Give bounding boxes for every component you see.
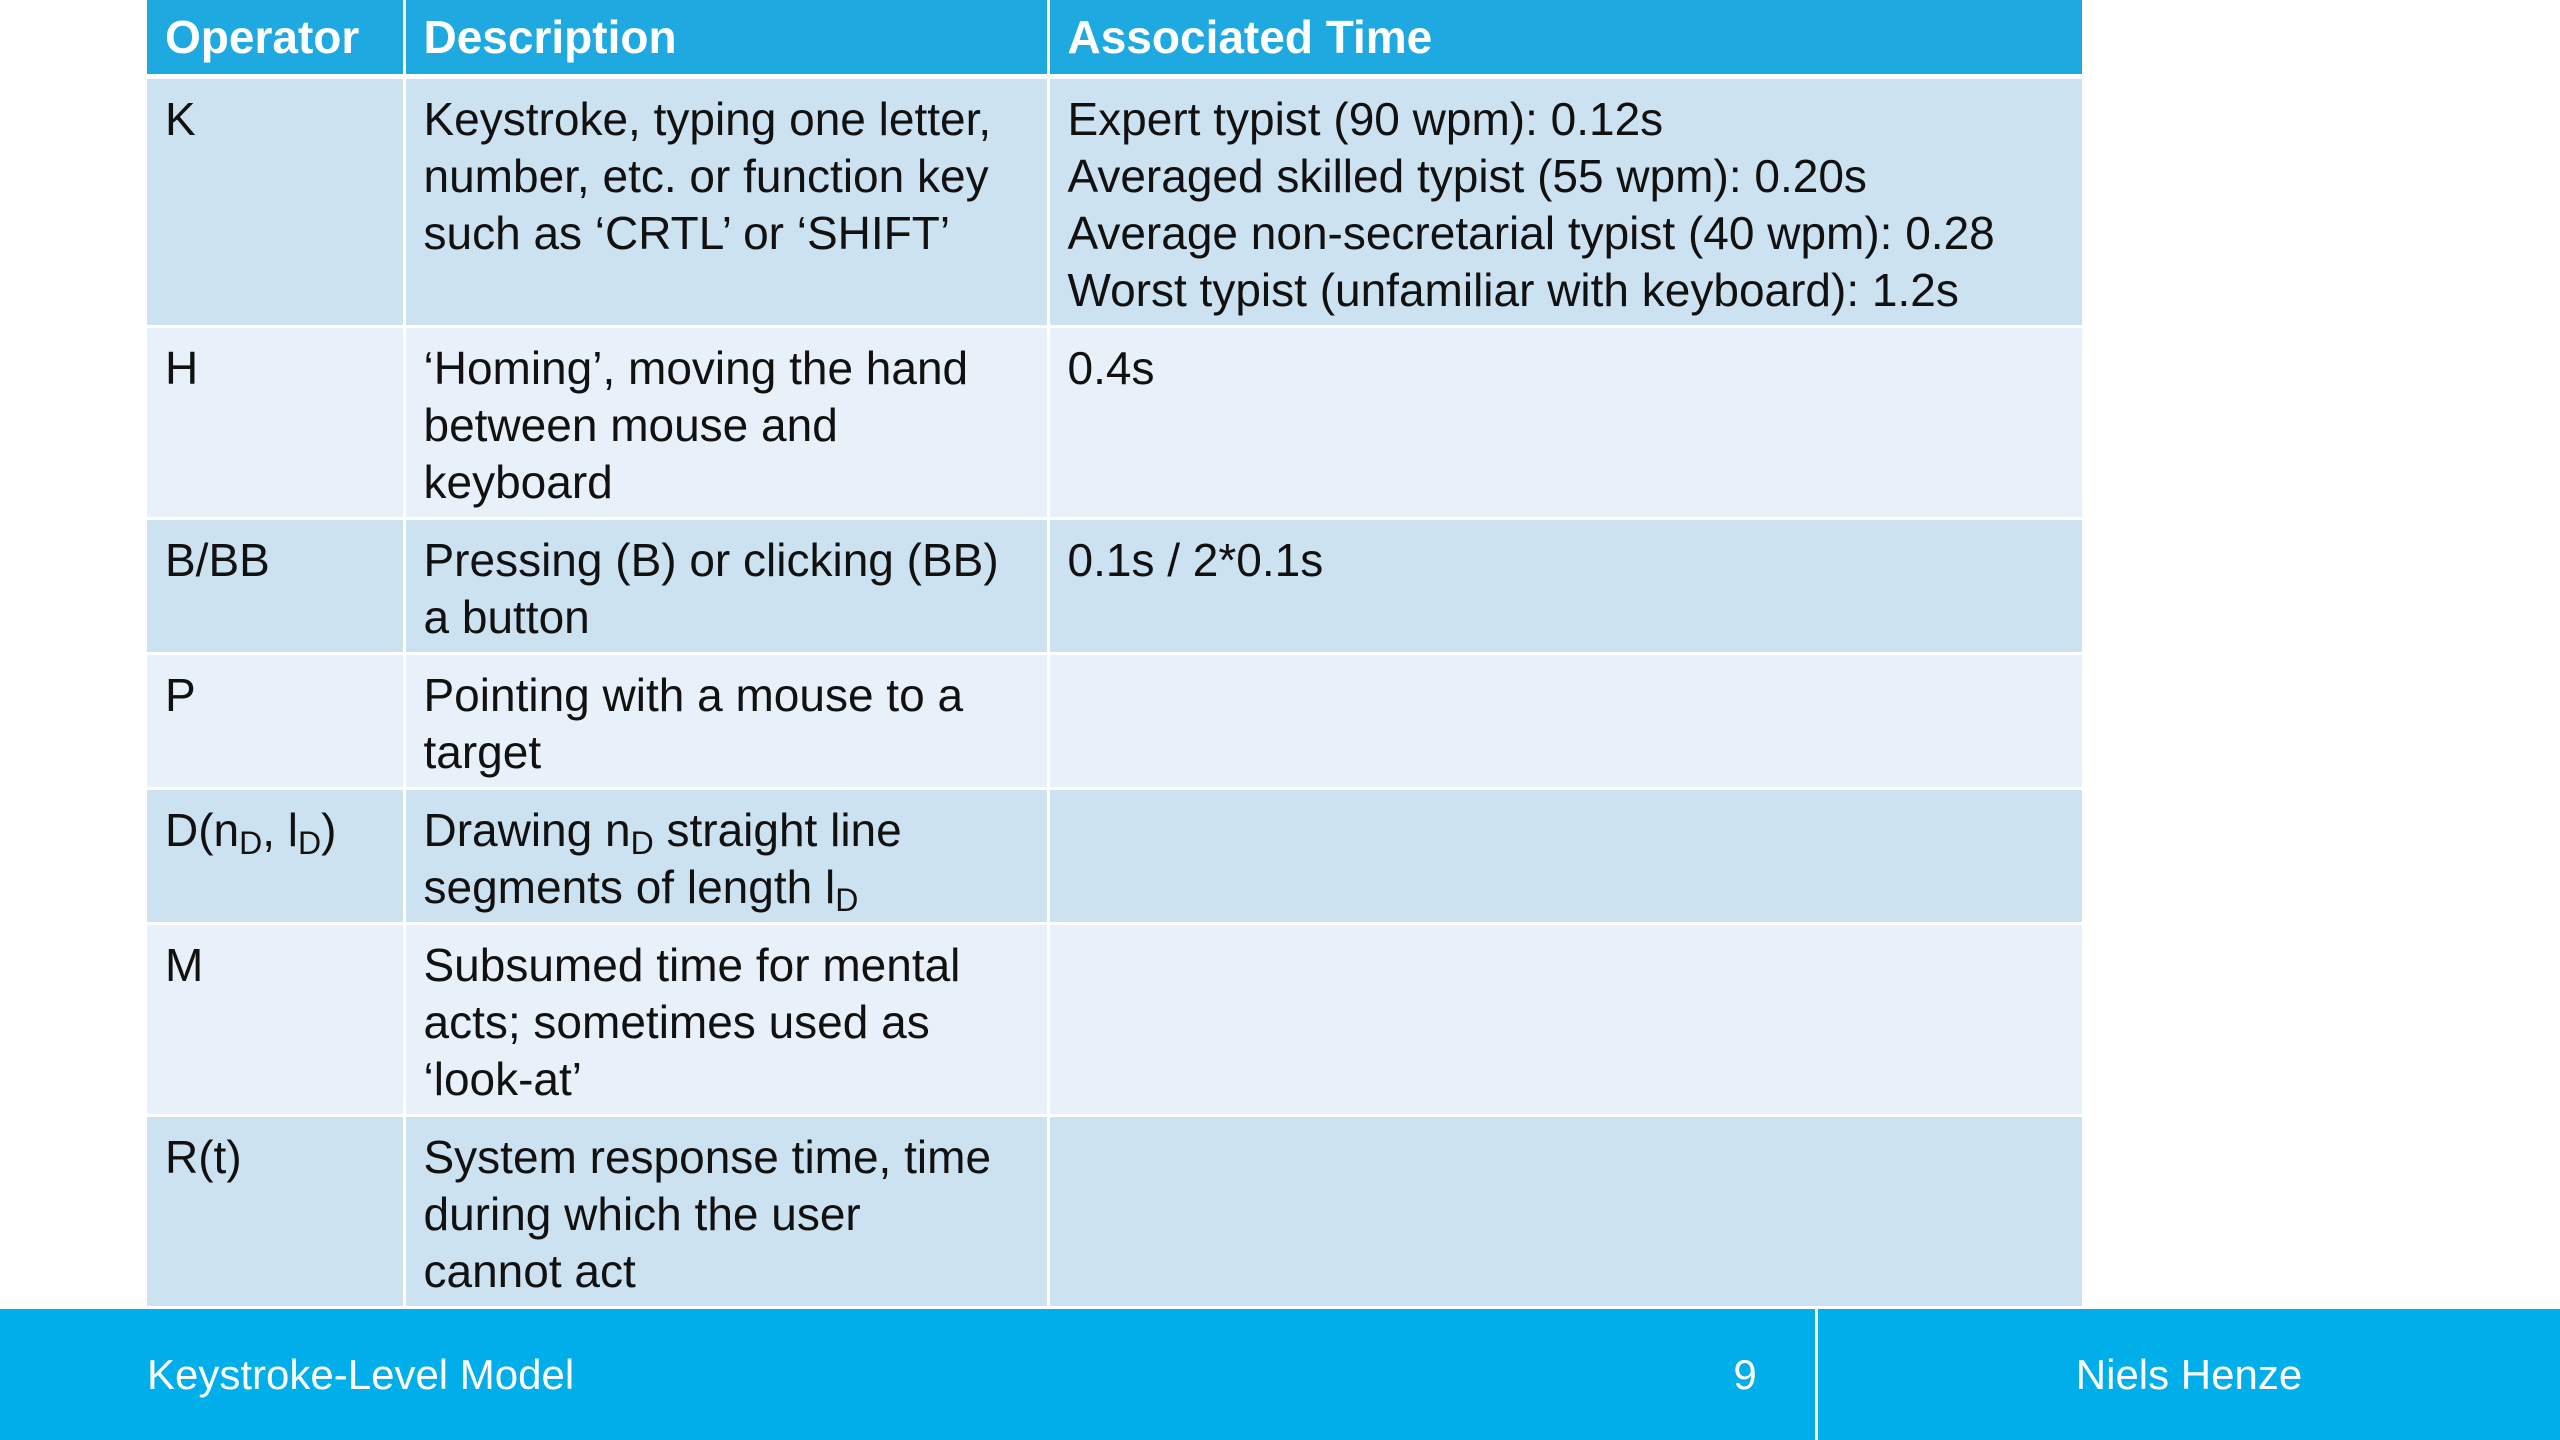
- time-cell: [1048, 1116, 2082, 1308]
- description-line: [424, 802, 1029, 859]
- description-line: acts; sometimes used as: [423, 996, 930, 1048]
- operator-cell: M: [147, 924, 404, 1116]
- description-line: ‘Homing’, moving the hand: [423, 342, 969, 394]
- time-cell: [1048, 654, 2082, 789]
- page-number: 9: [1733, 1351, 1757, 1398]
- description-line: between mouse and: [423, 399, 838, 451]
- description-subscript: D: [835, 882, 859, 918]
- operator-cell: R(t): [147, 1116, 404, 1308]
- operator-cell: K: [147, 77, 404, 327]
- footer-title: Keystroke-Level Model: [147, 1351, 575, 1398]
- slide-footer: [0, 1309, 2560, 1440]
- description-cell: [404, 327, 1048, 519]
- time-line: Average non-secretarial typist (40 wpm): 0.28: [1067, 207, 1995, 259]
- header-description: Description: [404, 0, 1048, 77]
- description-line: Subsumed time for mental: [423, 939, 961, 991]
- time-line: 0.4s: [1067, 342, 1155, 394]
- operator-cell: H: [147, 327, 404, 519]
- time-line: Worst typist (unfamiliar with keyboard): 1.2s: [1067, 264, 1959, 316]
- description-line: Pressing (B) or clicking (BB): [423, 534, 999, 586]
- time-cell: [1048, 789, 2082, 924]
- description-line: such as ‘CRTL’ or ‘SHIFT’: [423, 207, 951, 259]
- operator-text: D(n: [165, 804, 240, 856]
- description-line: target: [423, 726, 542, 778]
- description-text: straight line: [653, 804, 902, 856]
- operator-subscript: D: [298, 825, 322, 861]
- time-cell: [1048, 327, 2082, 519]
- table-row: [147, 327, 2082, 519]
- operator-text: ): [321, 804, 337, 856]
- description-text: segments of length l: [423, 861, 836, 913]
- operator-subscript: D: [239, 825, 263, 861]
- time-line: Averaged skilled typist (55 wpm): 0.20s: [1067, 150, 1867, 202]
- operator-text: , l: [262, 804, 299, 856]
- table-row: [147, 924, 2082, 1116]
- description-cell: [404, 77, 1048, 327]
- description-line: System response time, time: [423, 1131, 992, 1183]
- description-line: number, etc. or function key: [423, 150, 989, 202]
- table-row: [147, 789, 2082, 924]
- description-line: during which the user: [423, 1188, 861, 1240]
- description-cell: [404, 1116, 1048, 1308]
- header-associated-time: Associated Time: [1048, 0, 2082, 77]
- time-cell: [1048, 519, 2082, 654]
- operator-cell: [147, 789, 404, 924]
- description-line: ‘look-at’: [423, 1053, 583, 1105]
- operator-cell: B/BB: [147, 519, 404, 654]
- description-cell: [404, 924, 1048, 1116]
- time-line: 0.1s / 2*0.1s: [1067, 534, 1324, 586]
- table-row: [147, 654, 2082, 789]
- description-cell: [404, 654, 1048, 789]
- operator-cell: P: [147, 654, 404, 789]
- description-cell: [404, 789, 1048, 924]
- footer-author: Niels Henze: [2075, 1351, 2303, 1398]
- header-operator: Operator: [147, 0, 404, 77]
- description-text: Drawing n: [423, 804, 631, 856]
- description-line: Pointing with a mouse to a: [423, 669, 964, 721]
- table-row: [147, 77, 2082, 327]
- description-line: a button: [423, 591, 590, 643]
- table-row: [147, 519, 2082, 654]
- klm-operator-table: [147, 0, 2082, 1309]
- description-line: [424, 859, 1029, 916]
- description-line: Keystroke, typing one letter,: [423, 93, 992, 145]
- description-cell: [404, 519, 1048, 654]
- time-cell: [1048, 924, 2082, 1116]
- description-line: cannot act: [423, 1245, 636, 1297]
- time-line: Expert typist (90 wpm): 0.12s: [1067, 93, 1664, 145]
- table-row: [147, 1116, 2082, 1308]
- description-line: keyboard: [423, 456, 613, 508]
- description-subscript: D: [630, 825, 654, 861]
- table-header-row: [147, 0, 2082, 77]
- time-cell: [1048, 77, 2082, 327]
